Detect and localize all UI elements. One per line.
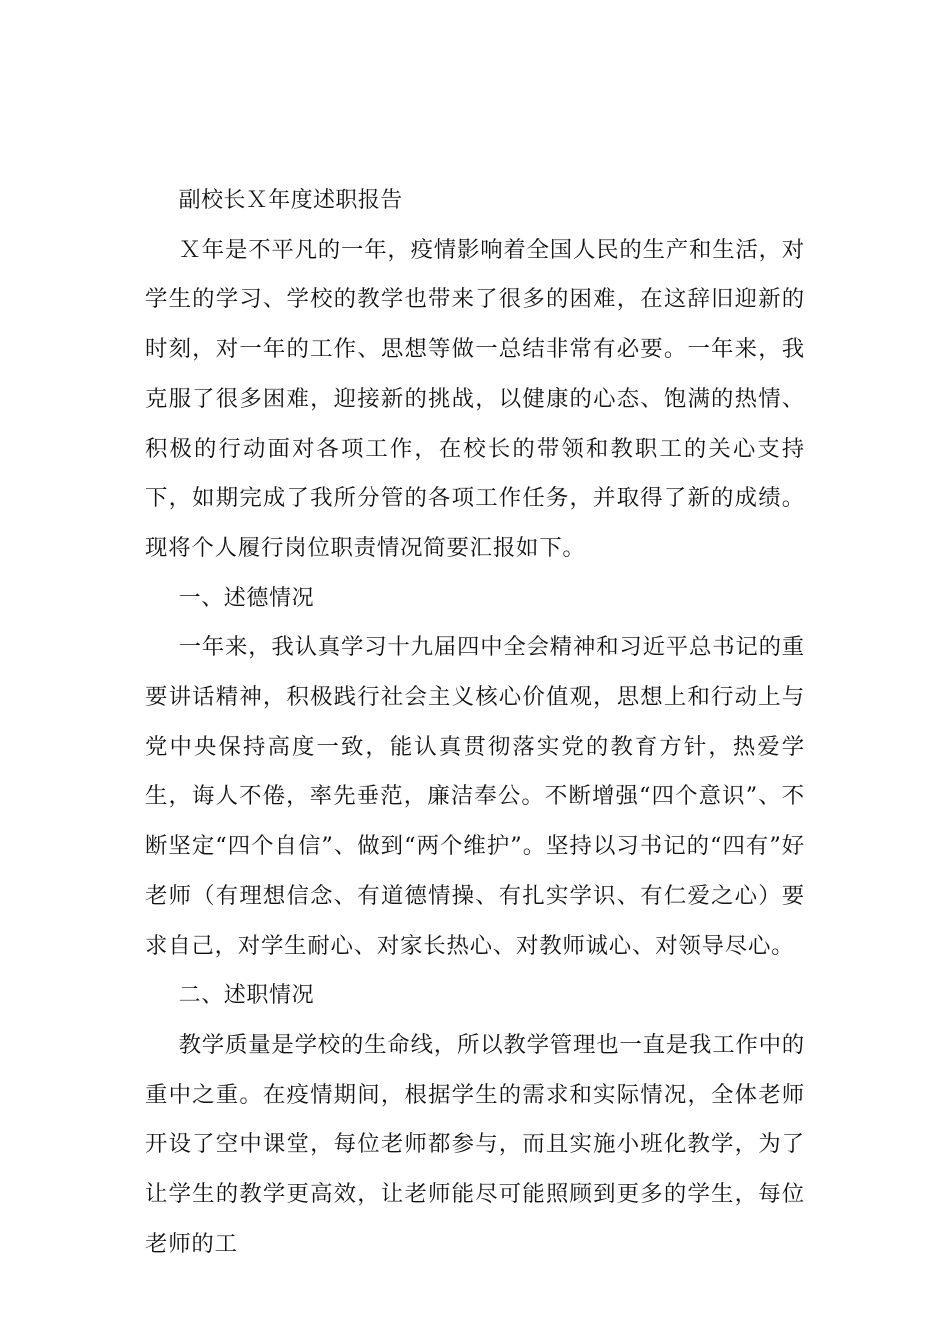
section-heading-duties: 二、述职情况: [178, 983, 315, 1009]
document-body: [145, 176, 805, 1269]
document-title: 副校长Ｘ年度述职报告: [178, 188, 403, 213]
section-body-duties: 教学质量是学校的生命线，所以教学管理也一直是我工作中的重中之重。在疫情期间，根据学生的需求和实际情况，全体老师开设了空中课堂，每位老师都参与，而且实施小班化教学，为了让学生的教学更高效，让老师能尽可能照顾到更多的学生，每位老师的工: [145, 1031, 805, 1257]
section-body-morality: 一年来，我认真学习十九届四中全会精神和习近平总书记的重要讲话精神，积极践行社会主义核心价值观，思想上和行动上与党中央保持高度一致，能认真贯彻落实党的教育方针，热爱学生，诲人不倦，率先垂范，廉洁奉公。不断增强“四个意识”、不断坚定“四个自信”、做到“两个维护”。坚持以习书记的“四有”好老师（有理想信念、有道德情操、有扎实学识、有仁爱之心）要求自己，对学生耐心、对家长热心、对教师诚心、对领导尽心。: [145, 634, 805, 959]
intro-paragraph: Ｘ年是不平凡的一年，疫情影响着全国人民的生产和生活，对学生的学习、学校的教学也带来了很多的困难，在这辞旧迎新的时刻，对一年的工作、思想等做一总结非常有必要。一年来，我克服了很多困难，迎接新的挑战，以健康的心态、饱满的热情、积极的行动面对各项工作，在校长的带领和教职工的关心支持下，如期完成了我所分管的各项工作任务，并取得了新的成绩。现将个人履行岗位职责情况简要汇报如下。: [145, 236, 805, 561]
section-heading-morality: 一、述德情况: [178, 585, 315, 611]
